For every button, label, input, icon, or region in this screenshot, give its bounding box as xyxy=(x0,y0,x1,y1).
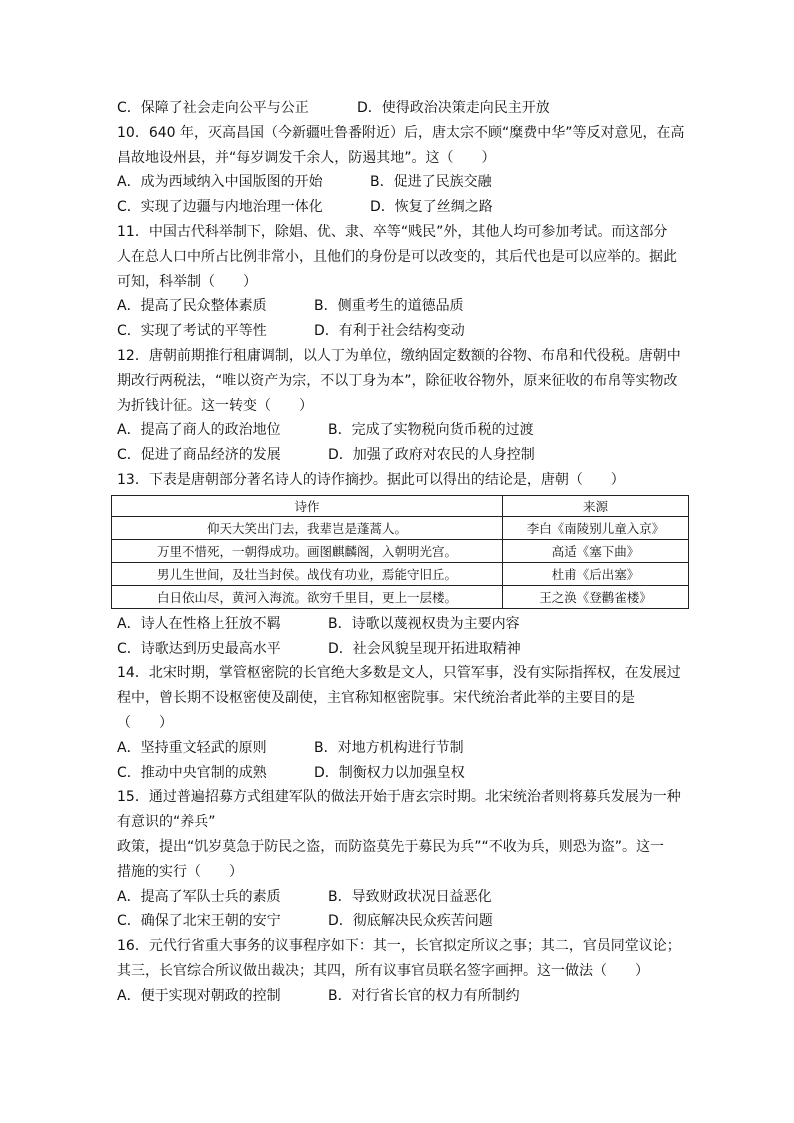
question-13 xyxy=(117,468,689,661)
option-c: C．实现了边疆与内地治理一体化 xyxy=(117,199,323,216)
option-c: C．诗歌达到历史最高水平 xyxy=(117,640,281,657)
question-stem-line: 为折钱计征。这一转变（ ） xyxy=(117,397,313,414)
question-stem-line: 16．元代行省重大事务的议事程序如下：其一，长官拟定所议之事；其二，官员同堂议论； xyxy=(117,938,681,955)
options-row xyxy=(117,736,689,761)
poem-cell: 男儿生世间，及壮当封侯。战伐有功业，焉能守旧丘。 xyxy=(112,562,503,585)
options-row xyxy=(117,984,689,1009)
question-15 xyxy=(117,785,689,934)
table-header-source: 来源 xyxy=(503,495,689,516)
question-stem-line: 10．640 年，灭高昌国（今新疆吐鲁番附近）后，唐太宗不顾“糜费中华”等反对意见，在高 xyxy=(117,124,685,141)
poem-cell: 仰天大笑出门去，我辈岂是蓬蒿人。 xyxy=(112,516,503,539)
exam-page xyxy=(117,96,689,1009)
option-b: B．对行省长官的权力有所制约 xyxy=(328,987,520,1004)
option-a: A．坚持重文轻武的原则 xyxy=(117,739,267,756)
options-row xyxy=(117,170,689,195)
options-row xyxy=(117,418,689,443)
options-row xyxy=(117,294,689,319)
option-c: C．实现了考试的平等性 xyxy=(117,323,267,340)
question-stem-line: 昌故地设州县，并“每岁调发千余人，防遏其地”。这（ ） xyxy=(117,149,496,166)
option-d: D．恢复了丝绸之路 xyxy=(370,199,493,216)
table-row xyxy=(112,539,689,562)
question-stem-line: 程中，曾长期不设枢密使及副使，主官称知枢密院事。宋代统治者此举的主要目的是 xyxy=(117,690,635,707)
options-row xyxy=(117,885,689,910)
option-b: B．促进了民族交融 xyxy=(370,174,492,191)
option-c: C．确保了北宋王朝的安宁 xyxy=(117,913,281,930)
question-stem-line: 期改行两税法，“唯以资产为宗，不以丁身为本”，除征收谷物外，原来征收的布帛等实物改 xyxy=(117,372,678,389)
question-stem-line: 其三，长官综合所议做出裁决；其四，所有议事官员联名签字画押。这一做法（ ） xyxy=(117,962,649,979)
table-row xyxy=(112,516,689,539)
question-stem-line: 政策，提出“饥岁莫急于防民之盗，而防盗莫先于募民为兵”“不收为兵，则恐为盗”。这一 xyxy=(117,838,665,855)
option-a: A．提高了军队士兵的素质 xyxy=(117,888,281,905)
options-row xyxy=(117,637,689,662)
question-stem-line: 12．唐朝前期推行租庸调制，以人丁为单位，缴纳固定数额的谷物、布帛和代役税。唐朝中 xyxy=(117,347,681,364)
poem-table xyxy=(111,495,689,609)
source-cell: 王之涣《登鹳雀楼》 xyxy=(503,585,689,608)
question-stem-line: 13．下表是唐朝部分著名诗人的诗作摘抄。据此可以得出的结论是，唐朝（ ） xyxy=(117,471,625,488)
options-row xyxy=(117,319,689,344)
option-c: C．保障了社会走向公平与公正 xyxy=(117,100,309,116)
question-stem-line: 可知，科举制（ ） xyxy=(117,273,257,290)
option-c: C．促进了商品经济的发展 xyxy=(117,447,281,464)
table-row xyxy=(112,585,689,608)
question-12 xyxy=(117,344,689,468)
option-d: D．制衡权力以加强皇权 xyxy=(314,764,465,781)
option-b: B．对地方机构进行节制 xyxy=(314,739,464,756)
question-10 xyxy=(117,121,689,220)
option-a: A．提高了民众整体素质 xyxy=(117,298,267,315)
options-row xyxy=(117,909,689,934)
option-d: D．使得政治决策走向民主开放 xyxy=(357,100,550,116)
question-stem-line: 11．中国古代科举制下，除娼、优、隶、卒等“贱民”外，其他人均可参加考试。而这部分 xyxy=(117,223,668,240)
question-14 xyxy=(117,661,689,785)
table-row xyxy=(112,562,689,585)
option-b: B．导致财政状况日益恶化 xyxy=(328,888,492,905)
option-d: D．社会风貌呈现开拓进取精神 xyxy=(328,640,521,657)
question-stem-line: 有意识的“养兵” xyxy=(117,814,216,831)
option-a: A．提高了商人的政治地位 xyxy=(117,422,281,439)
question-stem-line: （ ） xyxy=(117,714,173,731)
source-cell: 杜甫《后出塞》 xyxy=(503,562,689,585)
source-cell: 高适《塞下曲》 xyxy=(503,539,689,562)
question-stem-line: 措施的实行（ ） xyxy=(117,863,243,880)
table-header-poem: 诗作 xyxy=(112,495,503,516)
question-stem-line: 人在总人口中所占比例非常小，且他们的身份是可以改变的，其后代也是可以应举的。据此 xyxy=(117,248,677,265)
question-stem-line: 14．北宋时期，掌管枢密院的长官绝大多数是文人，只管军事，没有实际指挥权，在发展过 xyxy=(117,665,681,682)
options-row xyxy=(117,443,689,468)
options-row xyxy=(117,195,689,220)
option-c: C．推动中央官制的成熟 xyxy=(117,764,267,781)
options-row xyxy=(117,612,689,637)
question-16 xyxy=(117,934,689,1008)
source-cell: 李白《南陵别儿童入京》 xyxy=(503,516,689,539)
option-b: B．诗歌以蔑视权贵为主要内容 xyxy=(328,615,520,632)
option-a: A．诗人在性格上狂放不羁 xyxy=(117,615,281,632)
option-d: D．彻底解决民众疾苦问题 xyxy=(328,913,493,930)
question-stem-line: 15．通过普遍招募方式组建军队的做法开始于唐玄宗时期。北宋统治者则将募兵发展为一种 xyxy=(117,789,681,806)
option-b: B．侧重考生的道德品质 xyxy=(314,298,464,315)
poem-cell: 白日依山尽，黄河入海流。欲穷千里目，更上一层楼。 xyxy=(112,585,503,608)
poem-cell: 万里不惜死，一朝得成功。画图麒麟阁，入朝明光宫。 xyxy=(112,539,503,562)
table-header-row xyxy=(112,495,689,516)
option-a: A．成为西域纳入中国版图的开始 xyxy=(117,174,323,191)
question-11 xyxy=(117,220,689,344)
option-b: B．完成了实物税向货币税的过渡 xyxy=(328,422,534,439)
option-d: D．有利于社会结构变动 xyxy=(314,323,465,340)
top-options xyxy=(117,96,689,121)
option-a: A．便于实现对朝政的控制 xyxy=(117,987,281,1004)
options-row xyxy=(117,761,689,786)
option-d: D．加强了政府对农民的人身控制 xyxy=(328,447,535,464)
